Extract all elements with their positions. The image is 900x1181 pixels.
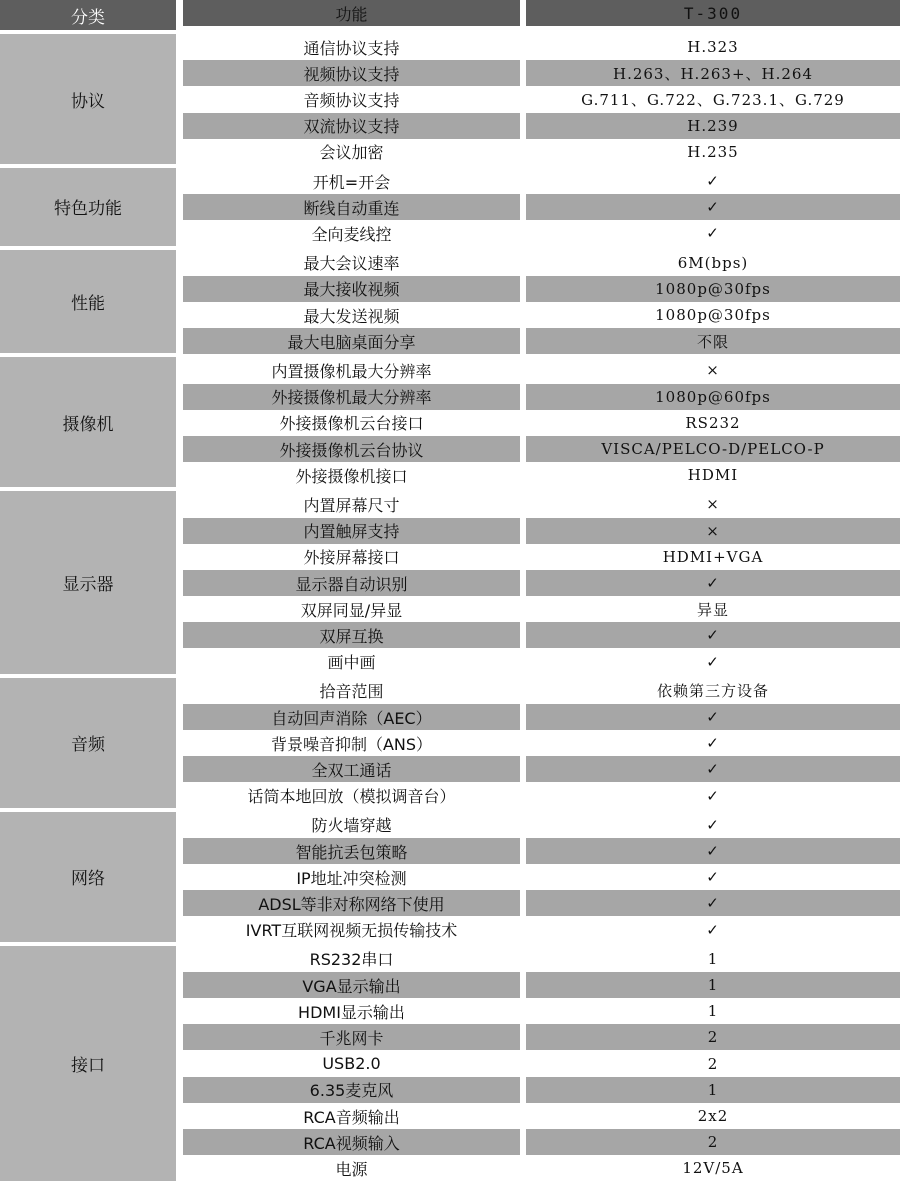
table-row (183, 60, 900, 86)
check-icon: ✓ (706, 786, 720, 805)
function-cell: 外接屏幕接口 (303, 548, 400, 568)
value-cell: 1080p@30fps (526, 276, 900, 302)
function-cell: 外接摄像机云台协议 (183, 436, 520, 462)
function-cell: ADSL等非对称网络下使用 (183, 890, 520, 916)
check-icon: ✓ (706, 920, 720, 939)
function-cell: 电源 (335, 1159, 368, 1179)
table-row (183, 544, 900, 570)
cross-icon: × (526, 518, 900, 544)
table-row (183, 86, 900, 112)
table-row (183, 998, 900, 1024)
table-row (183, 946, 900, 972)
table-row (183, 812, 900, 838)
cross-icon: × (706, 361, 720, 380)
function-cell: 全向麦线控 (311, 224, 392, 244)
value-cell: G.711、G.722、G.723.1、G.729 (581, 90, 845, 109)
check-icon: ✓ (526, 838, 900, 864)
category-cell: 接口 (0, 946, 176, 1181)
function-cell: 最大发送视频 (303, 306, 400, 326)
function-cell: 背景噪音抑制（ANS） (270, 734, 433, 754)
table-row (183, 1129, 900, 1155)
value-cell: HDMI+VGA (662, 547, 764, 566)
cross-icon: × (706, 495, 720, 514)
function-cell: 全双工通话 (183, 756, 520, 782)
check-icon: ✓ (706, 734, 720, 753)
category-cell: 特色功能 (0, 168, 176, 246)
value-cell: RS232 (685, 413, 741, 432)
value-cell: 1 (526, 972, 900, 998)
category-cell: 协议 (0, 34, 176, 164)
table-row (183, 491, 900, 517)
table-row (183, 1051, 900, 1077)
header-model: T-300 (526, 0, 900, 26)
value-cell: 12V/5A (682, 1159, 744, 1178)
check-icon: ✓ (526, 756, 900, 782)
table-row (183, 276, 900, 302)
check-icon: ✓ (706, 868, 720, 887)
value-cell: H.235 (687, 142, 739, 161)
category-cell: 网络 (0, 812, 176, 942)
function-cell: 拾音范围 (319, 682, 384, 702)
table-row (183, 250, 900, 276)
function-cell: 双屏互换 (183, 622, 520, 648)
value-cell: 1 (526, 1077, 900, 1103)
check-icon: ✓ (526, 704, 900, 730)
table-row (183, 864, 900, 890)
header-category: 分类 (0, 0, 176, 30)
value-cell: 1080p@60fps (526, 384, 900, 410)
value-cell: VISCA/PELCO-D/PELCO-P (526, 436, 900, 462)
function-cell: 最大会议速率 (303, 254, 400, 274)
table-row (183, 622, 900, 648)
function-cell: 断线自动重连 (183, 194, 520, 220)
table-row (183, 890, 900, 916)
table-row (183, 168, 900, 194)
value-cell: 2 (526, 1024, 900, 1050)
value-cell: 异显 (696, 600, 729, 619)
value-cell: H.323 (687, 38, 739, 56)
header-function: 功能 (183, 0, 520, 26)
function-cell: 最大接收视频 (183, 276, 520, 302)
function-cell: 会议加密 (319, 143, 384, 163)
table-row (183, 139, 900, 165)
function-cell: USB2.0 (322, 1054, 381, 1074)
value-cell: 依赖第三方设备 (656, 682, 769, 701)
table-row (183, 302, 900, 328)
table-row (183, 1103, 900, 1129)
function-cell: 外接摄像机最大分辨率 (183, 384, 520, 410)
function-cell: 双流协议支持 (183, 113, 520, 139)
check-icon: ✓ (706, 172, 720, 190)
category-cell: 显示器 (0, 491, 176, 673)
table-row (183, 570, 900, 596)
check-icon: ✓ (526, 890, 900, 916)
value-cell: 2 (526, 1129, 900, 1155)
function-cell: 智能抗丢包策略 (183, 838, 520, 864)
function-cell: 最大电脑桌面分享 (183, 328, 520, 354)
table-row (183, 462, 900, 488)
value-cell: 1080p@30fps (655, 306, 771, 324)
function-cell: 开机=开会 (312, 172, 391, 192)
function-cell: HDMI显示输出 (298, 1002, 405, 1022)
category-cell: 性能 (0, 250, 176, 354)
table-row (183, 649, 900, 675)
table-row (183, 704, 900, 730)
function-cell: RCA音频输出 (303, 1107, 400, 1127)
function-cell: VGA显示输出 (183, 972, 520, 998)
table-row (183, 730, 900, 756)
value-cell: 1 (707, 1002, 719, 1021)
table-row (183, 1155, 900, 1181)
value-cell: H.239 (526, 113, 900, 139)
function-cell: 外接摄像机接口 (295, 466, 408, 486)
table-row (183, 756, 900, 782)
table-row (183, 194, 900, 220)
function-cell: IP地址冲突检测 (296, 868, 407, 888)
function-cell: 通信协议支持 (303, 38, 400, 58)
function-cell: 6.35麦克风 (183, 1077, 520, 1103)
value-cell: H.263、H.263+、H.264 (526, 60, 900, 86)
function-cell: 双屏同显/异显 (300, 600, 403, 620)
check-icon: ✓ (526, 622, 900, 648)
function-cell: IVRT互联网视频无损传输技术 (245, 921, 458, 941)
check-icon: ✓ (526, 570, 900, 596)
function-cell: RS232串口 (309, 950, 394, 970)
function-cell: 自动回声消除（AEC） (183, 704, 520, 730)
function-cell: 内置触屏支持 (183, 518, 520, 544)
function-cell: 画中画 (327, 653, 376, 673)
check-icon: ✓ (706, 652, 720, 671)
table-row (183, 1024, 900, 1050)
function-cell: 千兆网卡 (183, 1024, 520, 1050)
table-row (183, 917, 900, 943)
function-cell: 话筒本地回放（模拟调音台） (247, 787, 456, 807)
table-row (183, 436, 900, 462)
table-row (183, 384, 900, 410)
value-cell: 2x2 (697, 1107, 729, 1125)
table-row (183, 783, 900, 809)
table-row (183, 596, 900, 622)
function-cell: 防火墙穿越 (311, 816, 392, 836)
check-icon: ✓ (706, 224, 720, 243)
table-row (183, 972, 900, 998)
function-cell: 音频协议支持 (303, 90, 400, 110)
table-row (183, 838, 900, 864)
table-row (183, 34, 900, 60)
function-cell: RCA视频输入 (183, 1129, 520, 1155)
function-cell: 视频协议支持 (183, 60, 520, 86)
value-cell: HDMI (687, 466, 739, 485)
category-cell: 摄像机 (0, 357, 176, 487)
category-cell: 音频 (0, 678, 176, 808)
table-row (183, 518, 900, 544)
function-cell: 内置摄像机最大分辨率 (271, 361, 432, 381)
function-cell: 内置屏幕尺寸 (303, 495, 400, 515)
table-row (183, 220, 900, 246)
table-row (183, 113, 900, 139)
function-cell: 显示器自动识别 (183, 570, 520, 596)
check-icon: ✓ (526, 194, 900, 220)
value-cell: 2 (707, 1054, 719, 1073)
table-row (183, 328, 900, 354)
function-cell: 外接摄像机云台接口 (279, 414, 424, 434)
table-row (183, 357, 900, 383)
table-row (183, 410, 900, 436)
value-cell: 不限 (526, 328, 900, 354)
check-icon: ✓ (706, 815, 720, 834)
value-cell: 1 (707, 949, 719, 968)
table-row (183, 678, 900, 704)
value-cell: 6M(bps) (677, 253, 749, 272)
table-row (183, 1077, 900, 1103)
